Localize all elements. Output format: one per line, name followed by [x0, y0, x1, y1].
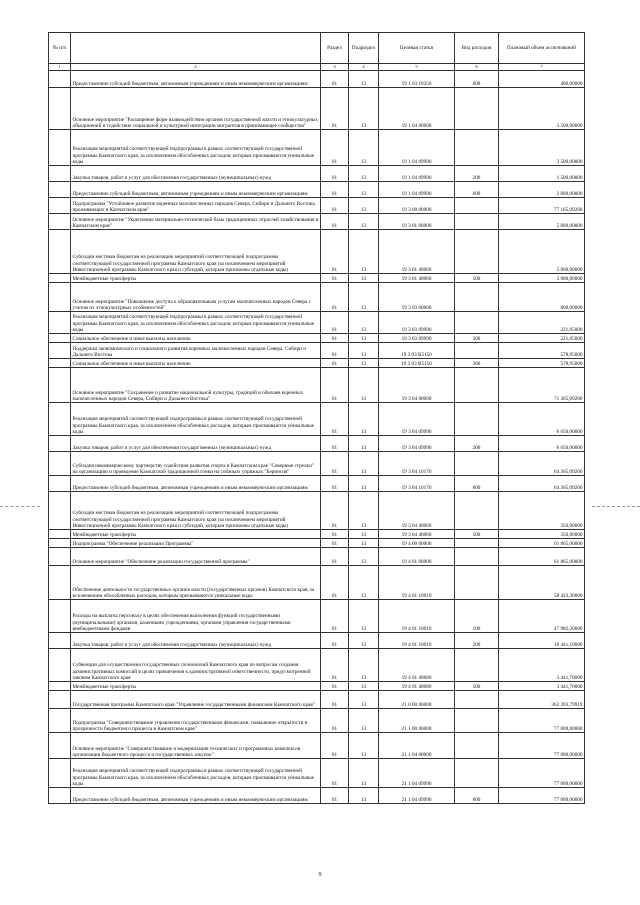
cell-target-article: 19 1 04 09990 — [379, 182, 455, 198]
cell-expense-type: 100 — [455, 600, 499, 633]
cell-name: Социальное обеспечение и иные выплаты населению — [71, 359, 321, 368]
cell-name: Реализация мероприятий соответствующей подпрограммы в рамках соответствующей государственной программы Камчатского края, за исключением обособленных расходов, которым присваиваются уникальные коды — [71, 312, 321, 334]
cell-planned-amount: 578,95000 — [499, 343, 585, 359]
cell-planned-amount: 47 982,20000 — [499, 600, 585, 633]
cell-name: Основное мероприятие "Повышение доступа к образовательным услугам малочисленных народов Севера с учетом их этнокультурных особенностей" — [71, 283, 321, 312]
cell-podrazdel: 13 — [349, 71, 379, 88]
cell-name: Основное мероприятие "Совершенствование и модернизация технических и программных комплексов организации бюджетного процесса и государственных закупок" — [71, 733, 321, 759]
cell-podrazdel: 13 — [349, 633, 379, 649]
cell-name: Основное мероприятие "Укрепление материально-технической базы традиционных отраслей хозяйствования в Камчатском крае" — [71, 214, 321, 230]
cell-planned-amount: 61 865,00000 — [499, 548, 585, 566]
cell-number — [49, 548, 71, 566]
column-number: 6 — [455, 64, 499, 71]
cell-name: Предоставление субсидий бюджетным, автономным учреждениям и иным некоммерческим организациям — [71, 182, 321, 198]
cell-target-article: 19 3 01 40060 — [379, 274, 455, 283]
cell-razdel: 01 — [321, 566, 349, 600]
table-body — [49, 71, 585, 804]
cell-target-article: 21 1 04 00000 — [379, 733, 455, 759]
cell-expense-type: 600 — [455, 182, 499, 198]
cell-expense-type — [455, 539, 499, 548]
cell-razdel: 01 — [321, 492, 349, 530]
column-number: 3 — [321, 64, 349, 71]
column-number: 2 — [71, 64, 321, 71]
cell-number — [49, 492, 71, 530]
cell-podrazdel: 13 — [349, 788, 379, 804]
column-number: 5 — [379, 64, 455, 71]
cell-name: Закупка товаров, работ и услуг для обеспечения государственных (муниципальных) нужд — [71, 166, 321, 182]
cell-expense-type — [455, 368, 499, 403]
cell-expense-type — [455, 312, 499, 334]
cell-name: Основное мероприятие "Обеспечение реализации государственной программы" — [71, 548, 321, 566]
cell-name: Подпрограмма "Обеспечение реализации Программы" — [71, 539, 321, 548]
cell-razdel: 01 — [321, 600, 349, 633]
cell-name: Поддержка экономического и социального развития коренных малочисленных народов Севера, Сибири и Дальнего Востока — [71, 343, 321, 359]
cell-razdel: 01 — [321, 274, 349, 283]
cell-planned-amount: 578,95000 — [499, 359, 585, 368]
cell-number — [49, 130, 71, 166]
cell-razdel: 01 — [321, 633, 349, 649]
cell-number — [49, 182, 71, 198]
cell-razdel: 01 — [321, 88, 349, 130]
cell-planned-amount: 5 000,00000 — [499, 230, 585, 274]
cell-number — [49, 198, 71, 214]
table-row — [49, 788, 585, 804]
cell-target-article: 21 0 00 00000 — [379, 691, 455, 709]
cell-planned-amount: 6 650,00000 — [499, 436, 585, 452]
cell-target-article: 19 1 04 09990 — [379, 166, 455, 182]
cell-planned-amount: 61 865,00000 — [499, 539, 585, 548]
cell-target-article: 19 3 00 00000 — [379, 198, 455, 214]
cell-name: Государственная программа Камчатского края "Управление государственными финансами Камчатского края" — [71, 691, 321, 709]
table-row — [49, 368, 585, 403]
scan-artifact-left — [0, 506, 40, 507]
cell-target-article: 19 1 04 00000 — [379, 88, 455, 130]
cell-planned-amount: 350,00000 — [499, 530, 585, 539]
cell-target-article: 19 3 03 09990 — [379, 334, 455, 343]
table-row — [49, 274, 585, 283]
cell-planned-amount: 77 000,00000 — [499, 759, 585, 788]
cell-expense-type: 200 — [455, 166, 499, 182]
cell-podrazdel: 13 — [349, 88, 379, 130]
table-row — [49, 649, 585, 682]
cell-number — [49, 539, 71, 548]
cell-expense-type: 200 — [455, 436, 499, 452]
cell-target-article: 19 3 03 00000 — [379, 283, 455, 312]
column-number: 7 — [499, 64, 585, 71]
cell-target-article: 19 1 04 09990 — [379, 130, 455, 166]
cell-podrazdel: 13 — [349, 600, 379, 633]
cell-podrazdel: 13 — [349, 539, 379, 548]
cell-razdel: 01 — [321, 530, 349, 539]
cell-number — [49, 436, 71, 452]
cell-expense-type — [455, 88, 499, 130]
cell-planned-amount: 77 165,09200 — [499, 198, 585, 214]
cell-podrazdel: 13 — [349, 733, 379, 759]
cell-target-article: 19 3 04 40060 — [379, 492, 455, 530]
cell-razdel: 01 — [321, 682, 349, 691]
cell-podrazdel: 13 — [349, 476, 379, 492]
cell-razdel: 01 — [321, 198, 349, 214]
table-row — [49, 548, 585, 566]
cell-podrazdel: 13 — [349, 334, 379, 343]
table-row — [49, 566, 585, 600]
column-number: 1 — [49, 64, 71, 71]
table-header-row — [49, 33, 585, 64]
cell-number — [49, 312, 71, 334]
cell-razdel: 01 — [321, 548, 349, 566]
cell-number — [49, 759, 71, 788]
scan-artifact-right — [592, 506, 640, 507]
cell-target-article: 19 3 04 10170 — [379, 476, 455, 492]
cell-target-article: 21 1 04 09990 — [379, 788, 455, 804]
cell-name: Предоставление субсидий бюджетным, автономным учреждениям и иным некоммерческим организациям — [71, 71, 321, 88]
budget-table-sheet — [48, 32, 584, 804]
table-row — [49, 312, 585, 334]
cell-target-article: 19 4 01 10010 — [379, 566, 455, 600]
header-name — [71, 33, 321, 64]
cell-number — [49, 359, 71, 368]
cell-target-article: 19 4 01 10010 — [379, 633, 455, 649]
table-row — [49, 633, 585, 649]
column-number: 4 — [349, 64, 379, 71]
cell-razdel: 01 — [321, 334, 349, 343]
cell-target-article: 21 1 00 00000 — [379, 709, 455, 733]
cell-name: Обеспечение деятельности государственных органов власти (государственных органов) Камчатского края, за исключением обособленных расходов, которым присваиваются уникальные коды — [71, 566, 321, 600]
cell-planned-amount: 64 365,09200 — [499, 476, 585, 492]
cell-razdel: 01 — [321, 312, 349, 334]
column-number-row — [49, 64, 585, 71]
cell-razdel: 01 — [321, 733, 349, 759]
table-row — [49, 682, 585, 691]
cell-name: Расходы на выплаты персоналу в целях обеспечения выполнения функций государственными (муниципальными) органами, казенными учреждениями, органами управления государственными внебюджетными фондами — [71, 600, 321, 633]
table-row — [49, 214, 585, 230]
cell-podrazdel: 13 — [349, 283, 379, 312]
cell-number — [49, 452, 71, 476]
cell-target-article: 19 3 01 40060 — [379, 230, 455, 274]
cell-planned-amount: 3 500,00000 — [499, 130, 585, 166]
cell-planned-amount: 5 000,00000 — [499, 274, 585, 283]
cell-podrazdel: 13 — [349, 436, 379, 452]
cell-expense-type — [455, 691, 499, 709]
cell-expense-type: 500 — [455, 682, 499, 691]
cell-planned-amount: 221,05000 — [499, 334, 585, 343]
cell-expense-type — [455, 709, 499, 733]
cell-name: Подпрограмма "Устойчивое развитие коренных малочисленных народов Севера, Сибири и Дальнего Востока, проживающих в Камчатском крае" — [71, 198, 321, 214]
cell-razdel: 01 — [321, 368, 349, 403]
table-row — [49, 709, 585, 733]
cell-razdel: 01 — [321, 709, 349, 733]
cell-name: Межбюджетные трансферты — [71, 530, 321, 539]
cell-podrazdel: 13 — [349, 492, 379, 530]
cell-target-article: 19 3 01 00000 — [379, 214, 455, 230]
cell-planned-amount: 3 441,70000 — [499, 682, 585, 691]
cell-name: Субсидии местным бюджетам на реализацию мероприятий соответствующей подпрограммы соответствующей государственной программы Камчатского края (за исключением мероприятий Инвестиционной программы Камчатского края и субсидий, которым присвоены отдельные коды) — [71, 492, 321, 530]
cell-razdel: 01 — [321, 71, 349, 88]
cell-target-article: 19 4 01 10010 — [379, 600, 455, 633]
cell-podrazdel: 13 — [349, 182, 379, 198]
cell-planned-amount: 77 000,00000 — [499, 788, 585, 804]
cell-number — [49, 733, 71, 759]
cell-razdel: 01 — [321, 214, 349, 230]
cell-razdel: 01 — [321, 166, 349, 182]
cell-name: Реализация мероприятий соответствующей подпрограммы в рамках соответствующей государственной программы Камчатского края, за исключением обособленных расходов, которым присваиваются уникальные коды — [71, 130, 321, 166]
cell-name: Закупка товаров, работ и услуг для обеспечения государственных (муниципальных) нужд — [71, 436, 321, 452]
cell-target-article: 19 4 01 40080 — [379, 649, 455, 682]
table-row — [49, 71, 585, 88]
cell-number — [49, 682, 71, 691]
cell-razdel: 01 — [321, 691, 349, 709]
cell-podrazdel: 13 — [349, 759, 379, 788]
cell-expense-type — [455, 403, 499, 436]
budget-table — [48, 32, 585, 804]
cell-podrazdel: 13 — [349, 709, 379, 733]
cell-expense-type: 500 — [455, 530, 499, 539]
cell-number — [49, 633, 71, 649]
cell-razdel: 01 — [321, 436, 349, 452]
cell-number — [49, 649, 71, 682]
cell-target-article: 19 3 04 00000 — [379, 368, 455, 403]
cell-podrazdel: 13 — [349, 312, 379, 334]
table-row — [49, 130, 585, 166]
cell-expense-type: 500 — [455, 274, 499, 283]
cell-expense-type — [455, 548, 499, 566]
cell-podrazdel: 13 — [349, 548, 379, 566]
table-row — [49, 476, 585, 492]
cell-expense-type — [455, 198, 499, 214]
table-row — [49, 691, 585, 709]
cell-expense-type — [455, 130, 499, 166]
cell-podrazdel: 13 — [349, 530, 379, 539]
header-razdel: Раздел — [321, 33, 349, 64]
cell-planned-amount: 400,00000 — [499, 71, 585, 88]
cell-razdel: 01 — [321, 403, 349, 436]
cell-razdel: 01 — [321, 230, 349, 274]
cell-razdel: 01 — [321, 130, 349, 166]
cell-name: Реализация мероприятий соответствующей подпрограммы в рамках соответствующей государственной программы Камчатского края, за исключением обособленных расходов, которым присваиваются уникальные коды — [71, 759, 321, 788]
cell-podrazdel: 13 — [349, 682, 379, 691]
cell-planned-amount: 362 393,79919 — [499, 691, 585, 709]
cell-target-article: 19 4 01 00000 — [379, 548, 455, 566]
cell-planned-amount: 350,00000 — [499, 492, 585, 530]
cell-expense-type: 600 — [455, 71, 499, 88]
cell-name: Предоставление субсидий бюджетным, автономным учреждениям и иным некоммерческим организациям — [71, 476, 321, 492]
cell-number — [49, 214, 71, 230]
cell-planned-amount: 2 000,00000 — [499, 182, 585, 198]
cell-razdel: 01 — [321, 649, 349, 682]
cell-podrazdel: 13 — [349, 343, 379, 359]
cell-number — [49, 166, 71, 182]
cell-planned-amount: 10 441,10000 — [499, 633, 585, 649]
cell-number — [49, 530, 71, 539]
cell-podrazdel: 13 — [349, 230, 379, 274]
cell-planned-amount: 77 000,00000 — [499, 733, 585, 759]
header-expense-type: Вид расходов — [455, 33, 499, 64]
cell-expense-type — [455, 733, 499, 759]
cell-razdel: 01 — [321, 759, 349, 788]
cell-target-article: 21 1 04 09990 — [379, 759, 455, 788]
cell-expense-type — [455, 759, 499, 788]
header-target-article: Целевая статья — [379, 33, 455, 64]
cell-podrazdel: 13 — [349, 198, 379, 214]
cell-razdel: 01 — [321, 343, 349, 359]
cell-target-article: 19 3 03 09990 — [379, 312, 455, 334]
cell-razdel: 01 — [321, 283, 349, 312]
cell-podrazdel: 13 — [349, 691, 379, 709]
cell-number — [49, 403, 71, 436]
cell-podrazdel: 13 — [349, 166, 379, 182]
cell-number — [49, 476, 71, 492]
header-podrazdel: Подраздел — [349, 33, 379, 64]
cell-name: Основное мероприятие "Сохранение и развитие национальной культуры, традиций и обычаев коренных малочисленных народов Севера, Сибири и Дальнего Востока" — [71, 368, 321, 403]
cell-name: Субсидии местным бюджетам на реализацию мероприятий соответствующей подпрограммы соответствующей государственной программы Камчатского края (за исключением мероприятий Инвестиционной программы Камчатского края и субсидий, которым присвоены отдельные коды) — [71, 230, 321, 274]
table-row — [49, 530, 585, 539]
table-row — [49, 403, 585, 436]
table-row — [49, 343, 585, 359]
cell-number — [49, 691, 71, 709]
cell-podrazdel: 13 — [349, 274, 379, 283]
cell-number — [49, 343, 71, 359]
table-row — [49, 359, 585, 368]
cell-planned-amount: 64 365,09200 — [499, 452, 585, 476]
cell-expense-type: 600 — [455, 476, 499, 492]
cell-expense-type — [455, 230, 499, 274]
cell-number — [49, 283, 71, 312]
cell-planned-amount: 3 500,00000 — [499, 88, 585, 130]
cell-name: Социальное обеспечение и иные выплаты населению — [71, 334, 321, 343]
cell-name: Реализация мероприятий соответствующей подпрограммы в рамках соответствующей государственной программы Камчатского края, за исключением обособленных расходов, которым присваиваются уникальные коды — [71, 403, 321, 436]
cell-name: Субвенции для осуществления государственных полномочий Камчатского края по вопросам создания административных комиссий в целях привлечения к административной ответственности, предусмотренной законом Камчатского края — [71, 649, 321, 682]
table-row — [49, 283, 585, 312]
table-row — [49, 759, 585, 788]
cell-number — [49, 368, 71, 403]
cell-name: Межбюджетные трансферты — [71, 682, 321, 691]
cell-razdel: 01 — [321, 182, 349, 198]
table-row — [49, 198, 585, 214]
cell-podrazdel: 13 — [349, 214, 379, 230]
cell-number — [49, 788, 71, 804]
cell-planned-amount: 800,00000 — [499, 283, 585, 312]
cell-expense-type: 200 — [455, 633, 499, 649]
cell-name: Предоставление субсидий бюджетным, автономным учреждениям и иным некоммерческим организациям — [71, 788, 321, 804]
cell-target-article: 19 4 01 40080 — [379, 682, 455, 691]
cell-planned-amount: 221,05000 — [499, 312, 585, 334]
cell-number — [49, 334, 71, 343]
cell-target-article: 19 3 04 09990 — [379, 403, 455, 436]
cell-number — [49, 600, 71, 633]
cell-number — [49, 71, 71, 88]
cell-expense-type — [455, 492, 499, 530]
cell-name: Субсидия некоммерческому партнерству содействия развития спорта в Камчатском крае "Северные стрелки" на организацию и проведение Камчатской традиционной гонки на собачьих упряжках "Берингия" — [71, 452, 321, 476]
cell-podrazdel: 13 — [349, 649, 379, 682]
table-row — [49, 182, 585, 198]
cell-target-article: 19 3 04 10170 — [379, 452, 455, 476]
cell-target-article: 19 3 04 40060 — [379, 530, 455, 539]
cell-name: Межбюджетные трансферты — [71, 274, 321, 283]
cell-target-article: 19 3 03 R5150 — [379, 359, 455, 368]
cell-razdel: 01 — [321, 788, 349, 804]
table-row — [49, 88, 585, 130]
table-row — [49, 166, 585, 182]
cell-planned-amount: 71 365,09200 — [499, 368, 585, 403]
cell-number — [49, 274, 71, 283]
cell-planned-amount: 1 500,00000 — [499, 166, 585, 182]
cell-expense-type — [455, 649, 499, 682]
table-row — [49, 733, 585, 759]
cell-podrazdel: 13 — [349, 566, 379, 600]
cell-podrazdel: 13 — [349, 452, 379, 476]
cell-razdel: 01 — [321, 359, 349, 368]
cell-expense-type: 300 — [455, 334, 499, 343]
cell-number — [49, 88, 71, 130]
cell-expense-type — [455, 452, 499, 476]
cell-planned-amount: 6 650,00000 — [499, 403, 585, 436]
cell-expense-type — [455, 214, 499, 230]
cell-number — [49, 230, 71, 274]
cell-expense-type: 300 — [455, 359, 499, 368]
cell-expense-type — [455, 283, 499, 312]
cell-name: Закупка товаров, работ и услуг для обеспечения государственных (муниципальных) нужд — [71, 633, 321, 649]
cell-expense-type: 600 — [455, 788, 499, 804]
cell-razdel: 01 — [321, 539, 349, 548]
cell-razdel: 01 — [321, 452, 349, 476]
table-row — [49, 334, 585, 343]
cell-target-article: 19 4 00 00000 — [379, 539, 455, 548]
cell-number — [49, 566, 71, 600]
cell-planned-amount: 5 000,00000 — [499, 214, 585, 230]
table-row — [49, 539, 585, 548]
cell-expense-type — [455, 566, 499, 600]
cell-planned-amount: 58 423,30000 — [499, 566, 585, 600]
header-number: № п/п — [49, 33, 71, 64]
cell-target-article: 19 3 04 09990 — [379, 436, 455, 452]
cell-podrazdel: 13 — [349, 359, 379, 368]
table-row — [49, 436, 585, 452]
cell-podrazdel: 13 — [349, 130, 379, 166]
cell-expense-type — [455, 343, 499, 359]
cell-target-article: 19 3 03 R5150 — [379, 343, 455, 359]
cell-name: Подпрограмма "Совершенствование управления государственными финансами, повышение открытости и прозрачности бюджетного процесса в Камчатском крае" — [71, 709, 321, 733]
cell-planned-amount: 77 000,00000 — [499, 709, 585, 733]
cell-planned-amount: 3 441,70000 — [499, 649, 585, 682]
cell-target-article: 19 1 03 10350 — [379, 71, 455, 88]
cell-podrazdel: 13 — [349, 368, 379, 403]
table-row — [49, 492, 585, 530]
cell-razdel: 01 — [321, 476, 349, 492]
page-number: 9 — [318, 872, 322, 878]
cell-name: Основное мероприятие "Расширение форм взаимодействия органов государственной власти и этнокультурных объединений и содействие социальной и культурной интеграции мигрантов в принимающее сообщество" — [71, 88, 321, 130]
table-row — [49, 230, 585, 274]
table-row — [49, 600, 585, 633]
header-planned-amount: Плановый объем ассигнований — [499, 33, 585, 64]
cell-podrazdel: 13 — [349, 403, 379, 436]
table-row — [49, 452, 585, 476]
cell-number — [49, 709, 71, 733]
